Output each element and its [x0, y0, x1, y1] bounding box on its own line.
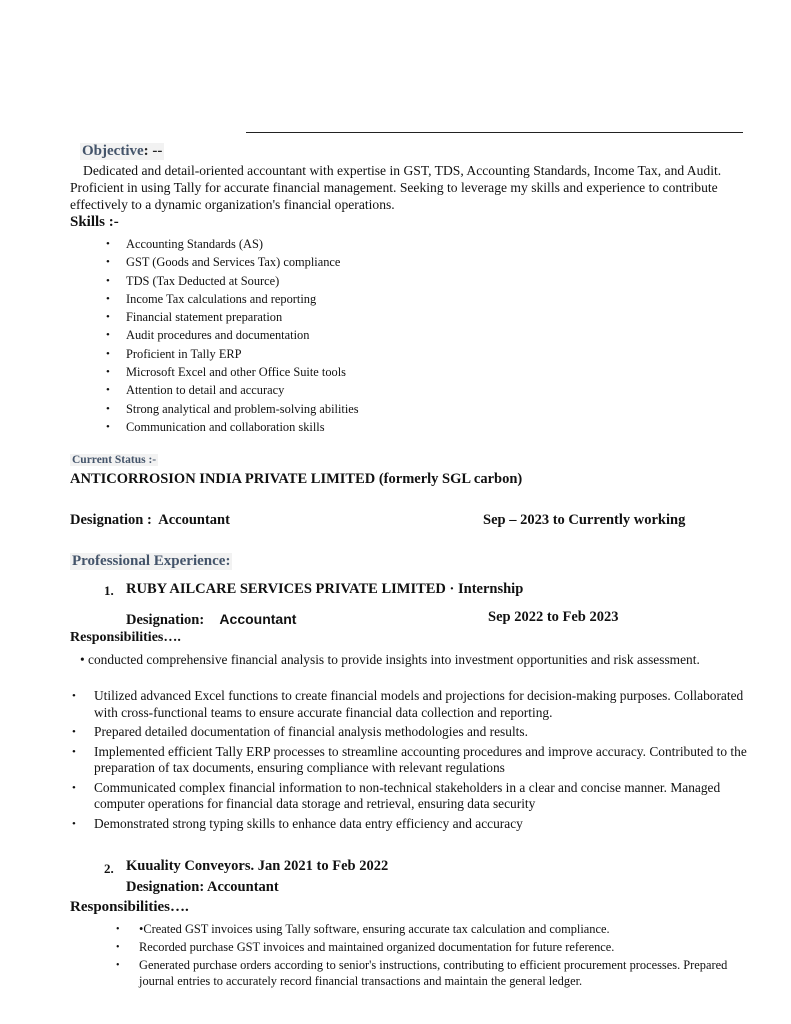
bullet-icon: •	[106, 420, 110, 433]
responsibilities-list	[114, 922, 759, 992]
responsibility-item	[70, 688, 750, 721]
skill-text: Income Tax calculations and reporting	[126, 291, 317, 306]
bullet-icon: •	[106, 311, 110, 324]
skill-item	[70, 272, 359, 290]
job-number: 1.	[104, 583, 114, 598]
current-period: Sep – 2023 to Currently working	[483, 512, 686, 528]
job-number: 2.	[104, 861, 114, 876]
responsibilities-heading: Responsibilities….	[70, 630, 181, 645]
current-status-heading: Current Status :-	[72, 454, 157, 466]
designation-value: Accountant	[158, 512, 230, 528]
objective-body: Dedicated and detail-oriented accountant with expertise in GST, TDS, Accounting Standards, Income Tax, and Audit. Proficient in using Tally for accurate financial management. Seeking to leverage my skills and experience to contribute effectively to a dynamic organization's financial operations.	[70, 163, 722, 212]
bullet-icon: •	[72, 690, 76, 702]
responsibility-item	[114, 940, 759, 956]
skill-text: TDS (Tax Deducted at Source)	[126, 273, 280, 288]
skills-heading: Skills :-	[70, 214, 119, 230]
designation-value: Accountant	[219, 611, 297, 627]
bullet-icon: •	[116, 924, 120, 935]
responsibility-item	[114, 958, 759, 989]
skill-item	[70, 326, 359, 344]
skill-text: Communication and collaboration skills	[126, 419, 325, 434]
bullet-icon: •	[106, 366, 110, 379]
skill-text: Microsoft Excel and other Office Suite tools	[126, 365, 346, 380]
skill-text: Financial statement preparation	[126, 310, 283, 325]
skill-item	[70, 400, 359, 418]
skill-item	[70, 235, 359, 253]
responsibility-text: Prepared detailed documentation of financial analysis methodologies and results.	[94, 724, 528, 739]
skill-item	[70, 308, 359, 326]
current-designation	[70, 512, 230, 529]
job-designation: Designation: Accountant	[126, 879, 279, 895]
bullet-icon: •	[106, 329, 110, 342]
bullet-icon: •	[72, 745, 76, 758]
current-company: ANTICORROSION INDIA PRIVATE LIMITED (formerly SGL carbon)	[70, 471, 523, 487]
job-company: RUBY AILCARE SERVICES PRIVATE LIMITED · Internship	[126, 581, 524, 597]
responsibility-item	[70, 724, 750, 741]
bullet-icon: •	[106, 347, 110, 360]
skill-text: Strong analytical and problem-solving abilities	[126, 401, 359, 416]
bullet-icon: •	[116, 942, 120, 953]
bullet-icon: •	[106, 274, 110, 287]
designation-label: Designation :	[70, 512, 152, 528]
responsibilities-heading: Responsibilities….	[70, 899, 189, 915]
responsibility-item	[70, 816, 750, 833]
responsibility-text: •Created GST invoices using Tally software, ensuring accurate tax calculation and compliance.	[139, 922, 610, 936]
job-period: Sep 2022 to Feb 2023	[488, 609, 619, 625]
responsibility-item	[70, 780, 750, 813]
bullet-icon: •	[106, 256, 110, 269]
bullet-icon: •	[72, 817, 76, 830]
skill-item	[70, 345, 359, 363]
bullet-icon: •	[106, 292, 110, 305]
designation-label: Designation:	[126, 612, 205, 628]
responsibility-text: Communicated complex financial information to non-technical stakeholders in a clear and concise manner. Managed computer operations for financial data storage and retrieval, ensuring data security	[94, 779, 721, 811]
skill-item	[70, 253, 359, 271]
skill-text: Attention to detail and accuracy	[126, 383, 285, 398]
skill-item	[70, 418, 359, 436]
responsibility-text: Utilized advanced Excel functions to create financial models and projections for decision-making purposes. Collaborated with cross-functional teams to ensure accurate financial data collection and reporting.	[94, 688, 744, 720]
objective-heading	[80, 143, 164, 160]
bullet-icon: •	[106, 238, 110, 250]
responsibility-item	[114, 922, 759, 938]
responsibility-item	[70, 744, 750, 777]
skill-text: GST (Goods and Services Tax) compliance	[126, 255, 341, 270]
skill-item	[70, 363, 359, 381]
responsibility-text: Recorded purchase GST invoices and maintained organized documentation for future reference.	[139, 940, 615, 954]
objective-suffix: : --	[143, 143, 163, 159]
bullet-icon: •	[116, 960, 120, 971]
responsibility-item: • conducted comprehensive financial analysis to provide insights into investment opportunities and risk assessment.	[80, 652, 700, 667]
bullet-icon: •	[72, 726, 76, 738]
job-designation	[126, 609, 296, 629]
objective-title: Objective	[82, 143, 144, 159]
job-company: Kuuality Conveyors. Jan 2021 to Feb 2022	[126, 858, 389, 874]
skill-text: Audit procedures and documentation	[126, 328, 310, 343]
skills-list	[70, 235, 359, 436]
bullet-icon: •	[106, 384, 110, 397]
bullet-icon: •	[106, 402, 110, 415]
professional-experience-title: Professional Experience:	[72, 553, 231, 569]
skill-item	[70, 290, 359, 308]
responsibility-text: Demonstrated strong typing skills to enhance data entry efficiency and accuracy	[94, 815, 523, 831]
skill-text: Proficient in Tally ERP	[126, 346, 242, 361]
responsibility-text: Implemented efficient Tally ERP processes to streamline accounting procedures and improve accuracy. Contributed to the preparation of tax documents, ensuring compliance with relevant regulations	[94, 743, 747, 775]
header-divider	[246, 132, 743, 133]
professional-experience-heading	[70, 553, 232, 570]
bullet-icon: •	[72, 781, 76, 794]
responsibility-text: Generated purchase orders according to senior's instructions, contributing to efficient procurement processes. Prepared journal entries to accurately record financial transactions and maintain the general ledger.	[139, 958, 728, 988]
responsibilities-list	[70, 688, 750, 835]
skill-item	[70, 381, 359, 399]
skill-text: Accounting Standards (AS)	[126, 237, 263, 251]
